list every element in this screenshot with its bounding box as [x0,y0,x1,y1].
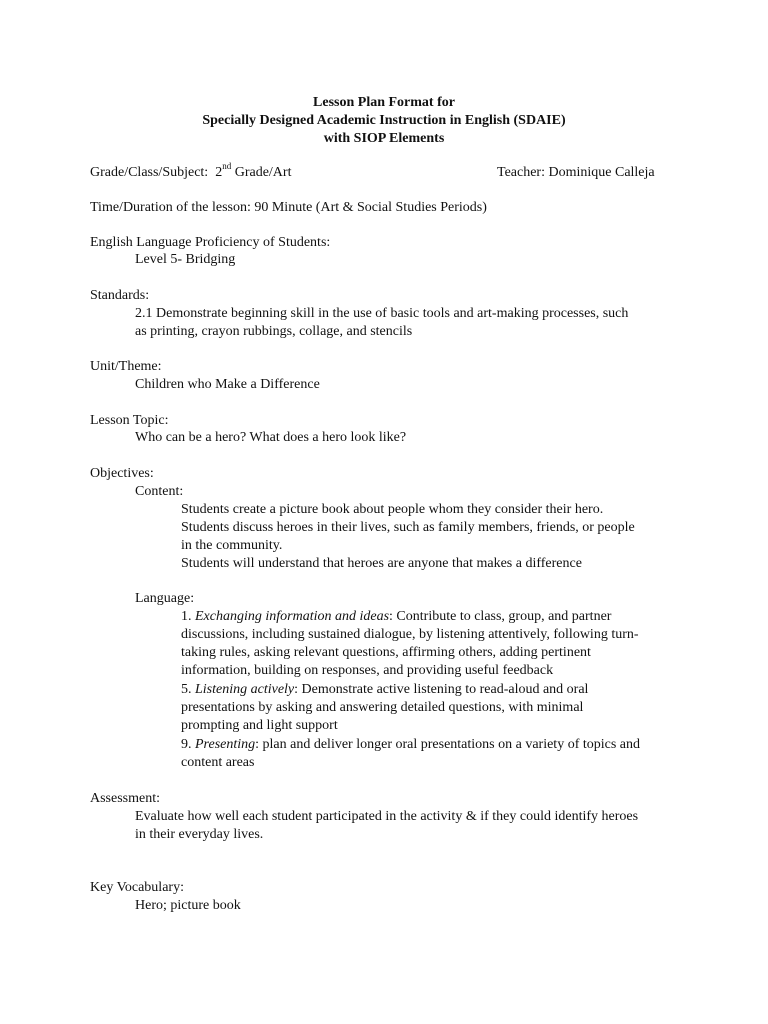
teacher-line [497,164,655,182]
title-line-3: with SIOP Elements [323,131,445,146]
objective-number: 5. [181,682,192,697]
objective-text: : Contribute to class, group, and partner [389,609,612,624]
teacher-name: Dominique Calleja [548,165,655,180]
proficiency-value: Level 5- Bridging [135,252,236,267]
unit-label: Unit/Theme: [90,359,162,374]
language-objective-line: presentations by asking and answering detailed questions, with minimal [181,700,584,715]
assessment-line: in their everyday lives. [135,827,264,842]
topic-label: Lesson Topic: [90,413,169,428]
objective-term: Exchanging information and ideas [195,609,390,624]
language-objective-line: prompting and light support [181,718,338,733]
standards-line: as printing, crayon rubbings, collage, and stencils [135,324,413,339]
language-objective-1 [181,608,611,626]
language-objective-5 [181,681,588,699]
title-line-2: Specially Designed Academic Instruction in English (SDAIE) [202,113,566,128]
vocabulary-value: Hero; picture book [135,898,241,913]
unit-value: Children who Make a Difference [135,377,320,392]
assessment-label: Assessment: [90,791,160,806]
title-line-1: Lesson Plan Format for [313,95,455,110]
assessment-line: Evaluate how well each student participated in the activity & if they could identify heroes [135,809,639,824]
language-objective-line: information, building on responses, and providing useful feedback [181,663,554,678]
objectives-label: Objectives: [90,466,154,481]
objective-number: 1. [181,609,192,624]
objective-number: 9. [181,737,192,752]
content-label: Content: [135,484,184,499]
document-title [0,94,768,148]
language-objective-line: discussions, including sustained dialogue, by listening attentively, following turn- [181,627,639,642]
objective-term: Presenting [195,737,256,752]
objective-text: : plan and deliver longer oral presentations on a variety of topics and [255,737,641,752]
grade-label: Grade/Class/Subject: [90,165,209,180]
content-objective-line: Students will understand that heroes are anyone that makes a difference [181,556,582,571]
teacher-label: Teacher: [497,165,545,180]
content-objective-line: Students create a picture book about people whom they consider their hero. [181,502,604,517]
lesson-duration: Time/Duration of the lesson: 90 Minute (Art & Social Studies Periods) [90,200,487,215]
standards-line: 2.1 Demonstrate beginning skill in the use of basic tools and art-making processes, such [135,306,629,321]
standards-label: Standards: [90,288,150,303]
content-objective-line: in the community. [181,538,283,553]
objective-term: Listening actively [195,682,295,697]
grade-class-subject [90,161,292,182]
grade-subject: Grade/Art [234,165,292,180]
grade-ordinal-suffix: nd [222,161,232,172]
language-objective-line: taking rules, asking relevant questions, affirming others, adding pertinent [181,645,591,660]
topic-value: Who can be a hero? What does a hero look like? [135,430,407,445]
language-label: Language: [135,591,195,606]
objective-text: : Demonstrate active listening to read-aloud and oral [294,682,589,697]
vocabulary-label: Key Vocabulary: [90,880,184,895]
language-objective-9 [181,736,640,754]
grade-number: 2 [215,165,223,180]
content-objective-line: Students discuss heroes in their lives, such as family members, friends, or people [181,520,635,535]
language-objective-line: content areas [181,755,255,770]
proficiency-label: English Language Proficiency of Students: [90,235,331,250]
